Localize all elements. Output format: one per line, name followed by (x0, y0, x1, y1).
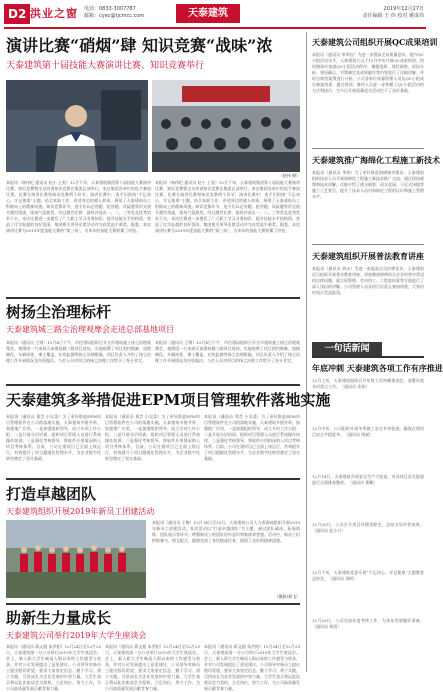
contact-info: 电话：0833-3007787 邮箱：cyec@tjcmcc.com (84, 6, 145, 19)
article1-body-col2: 本报讯（林伟纪 通讯员 赵小 王黑）12月下旬，天泰建筑集团第十届技能大赛演讲比赛、知识竞赛暨全员培训知识竞赛在集团总部举行。来自集团各单位的选手参加比赛。比赛分演讲比赛和知识竞赛两个环节。演讲比赛中，选手们围绕“不忘初心、牢记使命”主题，结合本职工作，讲述身边的感人故事，展现了天泰建筑员工积极向上的精神风貌。知识竞赛环节，选手们以必答题、抢答题、风险题等形式展开激烈角逐，现场气氛热烈。经过激烈比拼，最终评选出一、二、三等奖及优秀奖若干名。本次比赛进一步激发了广大职工学习业务知识、提升技能水平的热情，营造了比学赶超的良好氛围。集团相关领导出席活动并为获奖选手颁奖。据悉，本次演讲比赛为2019年度技能大赛的“第三场”，为来年的技能大赛积累了经验。 (155, 180, 300, 233)
news-brief-list (312, 378, 424, 670)
article2-body-col2: 本报讯（通讯员 王聚）12月4日下午，市住建局组织召开全市建筑施工扬尘治理观摩会。观摩团一行来到天泰建筑城三路项目现场，实地观摩了项目围挡喷淋、道路硬化、车辆冲洗、裸土覆盖、在线监测等扬尘治理措施。项目负责人介绍了扬尘治理工作开展情况及经验做法。与会人员对项目的扬尘治理工作给予了充分肯定。 (155, 340, 300, 363)
section-rule-4 (6, 603, 300, 605)
article1-body-col1: 本报讯（林伟纪 通讯员 赵小 王黑）12月下旬，天泰建筑集团第十届技能大赛演讲比赛、知识竞赛暨全员培训知识竞赛在集团总部举行。来自集团各单位的选手参加比赛。比赛分演讲比赛和知识竞赛两个环节。演讲比赛中，选手们围绕“不忘初心、牢记使命”主题，结合本职工作，讲述身边的感人故事，展现了天泰建筑员工积极向上的精神风貌。知识竞赛环节，选手们以必答题、抢答题、风险题等形式展开激烈角逐，现场气氛热烈。经过激烈比拼，最终评选出一、二、三等奖及优秀奖若干名。本次比赛进一步激发了广大职工学习业务知识、提升技能水平的热情，营造了比学赶超的良好氛围。集团相关领导出席活动并为获奖选手颁奖。据悉，本次演讲比赛为2019年度技能大赛的“第三场”，为来年的技能大赛积累了经验。 (6, 180, 151, 233)
news-brief-item: 12月26日，公司完成年度考核工作，为来年发展做好准备。（通讯员 林清） (312, 618, 424, 629)
article3-title: 天泰建筑多举措促进EPM项目管理软件落地实施 (6, 391, 331, 409)
article5-body-col3: 本报讯（通讯员 蒋文超 朱洪阳）12月24日至12月25日，天泰建筑第一分公司举行2019年大学生座谈会。会上，新入职大学生畅谈入职以来的工作感受与收获，并对公司发展提出了意见建议。公司领导对新员工提出殷切希望，要求大家坚定信念、勤于学习、勇于实践，尽快成长为企业发展的中坚力量。大学生表示将以此次座谈会为契机，立足岗位，努力工作，为公司高质量发展贡献青春力量。 (204, 644, 300, 691)
article4-subtitle: 天泰建筑组织开展2019年新员工团建活动 (6, 507, 155, 516)
article1-photo-audience (152, 80, 300, 172)
right2-title: 天泰建筑推广海绵化工程施工新技术 (312, 155, 440, 165)
masthead-rule (4, 27, 426, 29)
right3-title: 天泰建筑组织开展普法教育讲座 (312, 251, 424, 261)
news-brief-rule (312, 356, 424, 358)
section-rule-1 (6, 297, 300, 299)
article3-body-col2: 本报讯（通讯员 郑芸 小吴菜）为了更好推进EPM项目管理软件在公司的落地实施，天泰建筑多措并举，加强推广应用。一是加强组织领导，成立专项工作小组；二是开展分层培训，组织项目管理人员进行系统操作培训；三是强化考核督导，将软件应用情况纳入项目考核体系。目前，公司在建项目已全面上线运行，有效提升了项目精细化管理水平，为企业数字化转型奠定了坚实基础。 (105, 414, 200, 461)
news-brief-item: 12月18日，天泰建筑开展安全生产大检查，对各项目安全隐患进行全面排查整改。（通讯员 郑鹏） (312, 474, 424, 485)
news-brief-item: 12月上旬，天泰建筑组织召开年终工作冲刺推进会，部署年底各项重点工作。（通讯员 张伟） (312, 378, 424, 389)
right2-body: 本报讯（通讯员 李伟）为了更好推进海绵城市建设，天泰建筑组织技术人员开展海绵化工程施工新技术推广交流。通过现场观摩和技术讲解，详细介绍了透水铺装、雨水花园、下沉式绿地等施工工艺要点，提升了技术人员对海绵化工程的认识和施工管理水平。 (312, 170, 424, 199)
page-number: D2 (4, 4, 30, 24)
editors-text: 责任编辑 王 炜 校对 姚成伟 (362, 13, 424, 19)
article4-photo-caption: （摄影/郑飞） (274, 594, 300, 599)
article5-subtitle: 天泰建筑公司举行2019年大学生座谈会 (6, 631, 147, 640)
speaker-photo-icon (6, 80, 148, 172)
masthead (0, 0, 430, 27)
date-text: 2019年12月27日 (383, 6, 424, 12)
news-brief-item: 12月下旬，天泰建筑党委开展“不忘初心、牢记使命”主题教育总结会。（通讯员 刘明） (312, 570, 424, 581)
right1-title: 天泰建筑公司组织开展QC成果培训 (312, 37, 438, 47)
article3-body-col3: 本报讯（通讯员 郑芸 小吴菜）为了更好推进EPM项目管理软件在公司的落地实施，天泰建筑多措并举，加强推广应用。一是加强组织领导，成立专项工作小组；二是开展分层培训，组织项目管理人员进行系统操作培训；三是强化考核督导，将软件应用情况纳入项目考核体系。目前，公司在建项目已全面上线运行，有效提升了项目精细化管理水平，为企业数字化转型奠定了坚实基础。 (204, 414, 300, 461)
article2-subtitle: 天泰建筑城三路尘治理观摩会走进总部基地项目 (6, 325, 174, 334)
team-photo-icon (6, 520, 146, 598)
right-rule-2 (312, 244, 424, 245)
news-brief-item: 12月中旬，公司组织开展冬季施工安全专项检查，确保在建项目安全平稳度冬。（通讯员 周斌） (312, 426, 424, 437)
section-rule-3 (6, 478, 300, 480)
news-brief-title: 年底冲刺 天泰建筑各项工作有序推进 (312, 363, 443, 373)
article1-title: 演讲比赛“硝烟”肆 知识竞赛“战味”浓 (6, 36, 273, 55)
news-brief-item: 12月20日，公司召开项目经理述职会，总结全年经营成果。（通讯员 赵小兴） (312, 522, 424, 533)
article4-body: 本报讯（通讯员 王梅）12月14日至15日，天泰建筑公司人力资源部组织开展2019年新员工团建活动。本次活动以“打造卓越团队”为主题，通过团队破冰、拓展训练、团队展示等环节，增强新员工的团队协作意识和集体荣誉感。活动中，新员工们积极参与、相互配合，圆满完成了各项挑战任务，展现了良好的精神面貌。 (152, 520, 300, 543)
article5-title: 助新生力量成长 (6, 609, 112, 627)
article2-body-col1: 本报讯（通讯员 王聚）12月4日下午，市住建局组织召开全市建筑施工扬尘治理观摩会。观摩团一行来到天泰建筑城三路项目现场，实地观摩了项目围挡喷淋、道路硬化、车辆冲洗、裸土覆盖、在线监测等扬尘治理措施。项目负责人介绍了扬尘治理工作开展情况及经验做法。与会人员对项目的扬尘治理工作给予了充分肯定。 (6, 340, 151, 363)
article1-photo-speaker (6, 80, 148, 172)
article4-title: 打造卓越团队 (6, 485, 97, 503)
article5-body-col2: 本报讯（通讯员 蒋文超 朱洪阳）12月24日至12月25日，天泰建筑第一分公司举行2019年大学生座谈会。会上，新入职大学生畅谈入职以来的工作感受与收获，并对公司发展提出了意见建议。公司领导对新员工提出殷切希望，要求大家坚定信念、勤于学习、勇于实践，尽快成长为企业发展的中坚力量。大学生表示将以此次座谈会为契机，立足岗位，努力工作，为公司高质量发展贡献青春力量。 (105, 644, 200, 691)
right3-body: 本报讯（通讯员 胡永）为进一步提高全员法律意识，天泰建筑近日组织开展普法教育讲座。讲座邀请律师结合企业经营中常见的法律问题，就合同管理、劳动用工、工程款结算等方面进行了深入浅出的讲解。公司管理人员及项目负责人参加讲座，大家纷纷表示受益匪浅。 (312, 266, 424, 295)
audience-photo-icon (152, 80, 300, 172)
article5-body-col1: 本报讯（通讯员 蒋文超 朱洪阳）12月24日至12月25日，天泰建筑第一分公司举行2019年大学生座谈会。会上，新入职大学生畅谈入职以来的工作感受与收获，并对公司发展提出了意见建议。公司领导对新员工提出殷切希望，要求大家坚定信念、勤于学习、勇于实践，尽快成长为企业发展的中坚力量。大学生表示将以此次座谈会为契机，立足岗位，努力工作，为公司高质量发展贡献青春力量。 (6, 644, 101, 691)
section-rule-2 (6, 384, 300, 386)
section-label: 天泰建筑 (176, 4, 240, 23)
article4-photo-team (6, 520, 146, 598)
right-rule-1 (312, 148, 424, 149)
article2-title: 树扬尘治理标杆 (6, 303, 112, 321)
news-brief-header: 一句话新闻 (312, 342, 382, 356)
article1-subtitle: 天泰建筑第十届技能大赛演讲比赛、知识竞赛举行 (6, 61, 205, 71)
right1-body: 本报讯（通讯员 李翠钰）为进一步提高全员质量意识，提升QC小组活动水平，天泰建筑公司于12月中旬开展QC成果培训。培训邀请专家就QC小组活动程序、课题选择、现状调查、原因分析、要因确认、对策制定及成果编写等内容进行了详细讲解，并结合典型案例进行分析。公司各单位质量管理人员及QC小组成员参加培训。通过培训，参训人员进一步掌握了QC小组活动的方法和技巧，为今后开展质量攻关活动打下了良好基础。 (312, 52, 424, 93)
article1-photo-caption: （赵伟 摄） (278, 173, 300, 178)
article3-body-col1: 本报讯（通讯员 郑芸 小吴菜）为了更好推进EPM项目管理软件在公司的落地实施，天泰建筑多措并举，加强推广应用。一是加强组织领导，成立专项工作小组；二是开展分层培训，组织项目管理人员进行系统操作培训；三是强化考核督导，将软件应用情况纳入项目考核体系。目前，公司在建项目已全面上线运行，有效提升了项目精细化管理水平，为企业数字化转型奠定了坚实基础。 (6, 414, 101, 461)
paper-name: 洪业之窗 (30, 7, 78, 20)
column-divider (306, 32, 307, 672)
issue-date (336, 6, 424, 20)
